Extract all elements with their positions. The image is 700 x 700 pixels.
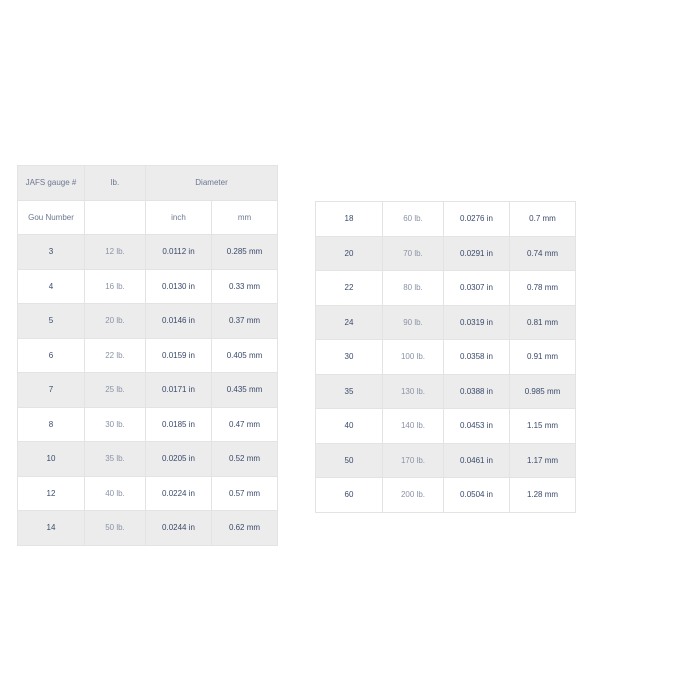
cell-lb: 30 lb.	[85, 407, 146, 442]
cell-lb: 100 lb.	[383, 340, 444, 375]
header-gauge: JAFS gauge #	[18, 166, 85, 201]
cell-mm: 0.74 mm	[510, 236, 576, 271]
subheader-mm: mm	[212, 200, 278, 235]
table-row	[316, 305, 576, 340]
cell-inch: 0.0244 in	[146, 511, 212, 546]
cell-inch: 0.0319 in	[444, 305, 510, 340]
cell-inch: 0.0205 in	[146, 442, 212, 477]
cell-mm: 0.435 mm	[212, 373, 278, 408]
table-row	[316, 236, 576, 271]
cell-inch: 0.0130 in	[146, 269, 212, 304]
cell-mm: 0.405 mm	[212, 338, 278, 373]
cell-inch: 0.0453 in	[444, 409, 510, 444]
cell-mm: 0.62 mm	[212, 511, 278, 546]
cell-inch: 0.0358 in	[444, 340, 510, 375]
cell-gauge: 24	[316, 305, 383, 340]
cell-gauge: 8	[18, 407, 85, 442]
cell-inch: 0.0504 in	[444, 478, 510, 513]
cell-mm: 0.37 mm	[212, 304, 278, 339]
cell-gauge: 50	[316, 443, 383, 478]
cell-mm: 1.15 mm	[510, 409, 576, 444]
table-row	[316, 340, 576, 375]
cell-mm: 0.33 mm	[212, 269, 278, 304]
table-row	[316, 202, 576, 237]
cell-mm: 1.28 mm	[510, 478, 576, 513]
table-row	[316, 374, 576, 409]
table-row	[316, 409, 576, 444]
cell-inch: 0.0291 in	[444, 236, 510, 271]
subheader-gauge: Gou Number	[18, 200, 85, 235]
table-row	[18, 407, 278, 442]
cell-gauge: 35	[316, 374, 383, 409]
header-diameter: Diameter	[146, 166, 278, 201]
cell-inch: 0.0224 in	[146, 476, 212, 511]
table-row	[18, 511, 278, 546]
table-row	[18, 304, 278, 339]
header-lb: lb.	[85, 166, 146, 201]
cell-lb: 130 lb.	[383, 374, 444, 409]
table-row	[18, 338, 278, 373]
cell-inch: 0.0388 in	[444, 374, 510, 409]
table-row	[18, 269, 278, 304]
cell-lb: 140 lb.	[383, 409, 444, 444]
cell-lb: 90 lb.	[383, 305, 444, 340]
subheader-lb	[85, 200, 146, 235]
cell-lb: 16 lb.	[85, 269, 146, 304]
cell-inch: 0.0159 in	[146, 338, 212, 373]
cell-lb: 12 lb.	[85, 235, 146, 270]
table-row	[18, 373, 278, 408]
cell-lb: 40 lb.	[85, 476, 146, 511]
cell-mm: 0.52 mm	[212, 442, 278, 477]
cell-inch: 0.0461 in	[444, 443, 510, 478]
cell-gauge: 30	[316, 340, 383, 375]
cell-lb: 25 lb.	[85, 373, 146, 408]
cell-lb: 200 lb.	[383, 478, 444, 513]
cell-mm: 0.47 mm	[212, 407, 278, 442]
cell-mm: 0.57 mm	[212, 476, 278, 511]
cell-lb: 170 lb.	[383, 443, 444, 478]
subheader-row	[18, 200, 278, 235]
cell-gauge: 12	[18, 476, 85, 511]
table-row	[316, 478, 576, 513]
cell-gauge: 22	[316, 271, 383, 306]
cell-gauge: 6	[18, 338, 85, 373]
gauge-table-right	[315, 201, 576, 513]
cell-lb: 20 lb.	[85, 304, 146, 339]
table-row	[18, 476, 278, 511]
cell-mm: 1.17 mm	[510, 443, 576, 478]
cell-lb: 60 lb.	[383, 202, 444, 237]
cell-gauge: 60	[316, 478, 383, 513]
cell-inch: 0.0185 in	[146, 407, 212, 442]
cell-inch: 0.0112 in	[146, 235, 212, 270]
cell-mm: 0.78 mm	[510, 271, 576, 306]
cell-lb: 35 lb.	[85, 442, 146, 477]
cell-inch: 0.0171 in	[146, 373, 212, 408]
table-row	[316, 271, 576, 306]
cell-mm: 0.285 mm	[212, 235, 278, 270]
cell-gauge: 4	[18, 269, 85, 304]
cell-lb: 50 lb.	[85, 511, 146, 546]
cell-lb: 70 lb.	[383, 236, 444, 271]
subheader-inch: inch	[146, 200, 212, 235]
cell-lb: 22 lb.	[85, 338, 146, 373]
cell-gauge: 5	[18, 304, 85, 339]
cell-gauge: 20	[316, 236, 383, 271]
cell-gauge: 18	[316, 202, 383, 237]
cell-inch: 0.0146 in	[146, 304, 212, 339]
cell-mm: 0.7 mm	[510, 202, 576, 237]
cell-inch: 0.0276 in	[444, 202, 510, 237]
cell-inch: 0.0307 in	[444, 271, 510, 306]
table-row	[18, 235, 278, 270]
cell-mm: 0.91 mm	[510, 340, 576, 375]
cell-gauge: 3	[18, 235, 85, 270]
cell-gauge: 14	[18, 511, 85, 546]
table-row	[316, 443, 576, 478]
cell-lb: 80 lb.	[383, 271, 444, 306]
cell-gauge: 40	[316, 409, 383, 444]
cell-mm: 0.985 mm	[510, 374, 576, 409]
table-row	[18, 442, 278, 477]
cell-gauge: 10	[18, 442, 85, 477]
gauge-table-left	[17, 165, 278, 546]
header-row	[18, 166, 278, 201]
cell-mm: 0.81 mm	[510, 305, 576, 340]
cell-gauge: 7	[18, 373, 85, 408]
